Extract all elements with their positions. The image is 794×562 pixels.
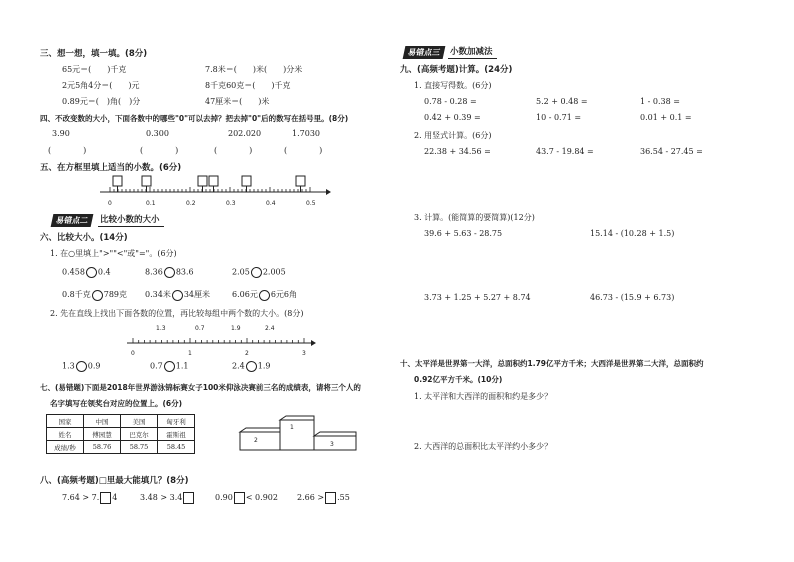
table-cell: 成绩/秒 [47,441,84,454]
table-cell: 美国 [121,415,158,428]
podium-label: 2 [254,437,258,444]
unit-3-title: 小数加减法 [448,45,497,59]
s3-item: 8千克60克＝( )千克 [205,81,291,90]
compare-item: 6.06元 6元6角 [232,290,297,299]
calc-item: 0.78 - 0.28 = [424,97,477,106]
compare-circle[interactable] [172,290,183,301]
s4-blank[interactable]: ( ) [140,146,179,155]
fill-digit-item: 7.64 > 7. 4 [62,493,118,502]
s9-q1: 1. 直接写得数。(6分) [414,81,492,90]
table-cell: 傅园慧 [84,428,121,441]
compare-item: 0.8千克 789克 [62,290,128,299]
s3-item: 65元＝( )千克 [62,65,127,74]
digit-box[interactable] [100,492,111,504]
section-9-heading: 九、(高频考题)计算。(24分) [400,65,513,75]
answer-box[interactable] [296,176,305,186]
s4-blank[interactable]: ( ) [214,146,253,155]
point-label: 2.4 [265,325,275,332]
unit-2-title: 比较小数的大小 [98,213,164,227]
unit-3-badge: 易错点三 [403,46,446,59]
calc-item: 10 - 0.71 = [536,113,582,122]
point-label: 1.3 [156,325,166,332]
tick-label: 3 [302,350,306,357]
tick-label: 0.5 [306,200,316,207]
fill-digit-item: 0.90 < 0.902 [215,493,278,502]
table-cell: 匈牙利 [158,415,195,428]
unit-2-badge: 易错点二 [51,214,94,227]
arrow-head [326,189,331,195]
calc-item: 36.54 - 27.45 = [640,147,703,156]
s3-item: 2元5角4分＝( )元 [62,81,140,90]
podium-label: 3 [330,441,334,448]
table-cell: 国家 [47,415,84,428]
section-7-heading: 七、(易错题)下面是2018年世界游泳锦标赛女子100米仰泳决赛前三名的成绩表，请将三个人的 [40,383,361,392]
compare-item: 2.4 1.9 [232,361,271,371]
podium-label: 1 [290,424,294,431]
podium-top-3 [314,432,356,436]
compare-circle[interactable] [251,267,262,278]
compare-circle[interactable] [92,290,103,301]
answer-box[interactable] [113,176,122,186]
digit-box[interactable] [183,492,194,504]
calc-item: 0.42 + 0.39 = [424,113,481,122]
compare-item: 0.458 0.4 [62,267,111,277]
calc-item: 0.01 + 0.1 = [640,113,692,122]
table-cell: 姓名 [47,428,84,441]
s10-q2: 2. 大西洋的总面积比太平洋约小多少？ [414,442,553,451]
compare-item: 1.3 0.9 [62,361,101,371]
tick-label: 0.2 [186,200,196,207]
answer-box[interactable] [142,176,151,186]
calc-item: 5.2 + 0.48 = [536,97,588,106]
s3-item: 47厘米＝( )米 [205,97,270,106]
calc-item: 1 - 0.38 = [640,97,680,106]
s9-q2: 2. 用竖式计算。(6分) [414,131,492,140]
calc-item: 46.73 - (15.9 + 6.73) [590,293,675,302]
number-line-0-3 [125,322,315,358]
table-row [47,415,195,428]
s4-blank[interactable]: ( ) [284,146,323,155]
s3-item: 7.8米＝( )米( )分米 [205,65,303,74]
compare-circle[interactable] [164,267,175,278]
compare-circle[interactable] [259,290,270,301]
fill-digit-item: 2.66 > .55 [297,493,350,502]
calc-item: 22.38 + 34.56 = [424,147,491,156]
score-table [46,414,195,454]
table-cell: 霍斯祖 [158,428,195,441]
s6-q2: 2. 先在直线上找出下面各数的位置，再比较每组中两个数的大小。(8分) [50,309,304,318]
digit-box[interactable] [234,492,245,504]
podium-step-1 [280,420,314,450]
table-row [47,428,195,441]
compare-circle[interactable] [76,361,87,372]
tick-label: 0.3 [226,200,236,207]
podium-top-1 [280,416,314,420]
section-7-heading-2: 名字填写在领奖台对应的位置上。(6分) [50,399,183,408]
fill-digit-item: 3.48 > 3.4 [140,492,195,504]
answer-box[interactable] [198,176,207,186]
section-10-line-1: 十、太平洋是世界第一大洋，总面积约1.79亿平方千米；大西洋是世界第二大洋，总面积约 [400,359,704,368]
tick-label: 0.4 [266,200,276,207]
s6-q1: 1. 在○里填上">""<"或"="。(6分) [50,249,177,258]
calc-item: 15.14 - (10.28 + 1.5) [590,229,675,238]
compare-circle[interactable] [164,361,175,372]
calc-item: 3.73 + 1.25 + 5.27 + 8.74 [424,293,531,302]
compare-item: 8.36 83.6 [145,267,194,277]
compare-circle[interactable] [246,361,257,372]
table-cell: 巴克尔 [121,428,158,441]
calc-item: 43.7 - 19.84 = [536,147,594,156]
podium-top-2 [240,428,280,432]
decimal-number-line [100,173,330,213]
arrow-head [311,340,316,346]
digit-box[interactable] [325,492,336,504]
compare-item: 0.7 1.1 [150,361,189,371]
tick-label: 2 [245,350,249,357]
section-8-heading: 八、(高频考题)□里最大能填几？(8分) [40,476,189,486]
answer-box[interactable] [242,176,251,186]
table-row [47,441,195,454]
compare-item: 0.34米 34厘米 [145,290,210,299]
s4-number: 3.90 [52,129,70,138]
table-cell: 58.45 [158,441,195,454]
table-cell: 58.76 [84,441,121,454]
podium-step-3 [314,436,356,450]
compare-item: 2.05 2.005 [232,267,286,277]
s9-q3: 3. 计算。(能简算的要简算)(12分) [414,213,535,222]
point-label: 1.9 [231,325,241,332]
section-5-heading: 五、在方框里填上适当的小数。(6分) [40,163,182,173]
s10-q1: 1. 太平洋和大西洋的面积和约是多少？ [414,392,553,401]
section-3-heading: 三、想一想，填一填。(8分) [40,49,148,59]
table-cell: 中国 [84,415,121,428]
podium-step-2 [240,432,280,450]
podium-diagram [232,416,362,454]
tick-label: 0 [108,200,112,207]
section-4-heading: 四、不改变数的大小，下面各数中的哪些"0"可以去掉？把去掉"0"后的数写在括号里。(8分) [40,114,349,123]
s4-number: 1.7030 [292,129,320,138]
s3-item: 0.89元＝( )角( )分 [62,97,141,106]
tick-label: 1 [188,350,192,357]
s4-blank[interactable]: ( ) [48,146,87,155]
section-6-heading: 六、比较大小。(14分) [40,233,128,243]
point-label: 0.7 [195,325,205,332]
answer-box[interactable] [209,176,218,186]
s4-number: 202.020 [228,129,262,138]
section-10-line-2: 0.92亿平方千米。(10分) [414,375,503,384]
compare-circle[interactable] [86,267,97,278]
tick-label: 0 [131,350,135,357]
table-cell: 58.75 [121,441,158,454]
calc-item: 39.6 + 5.63 - 28.75 [424,229,503,238]
s4-number: 0.300 [146,129,169,138]
tick-label: 0.1 [146,200,156,207]
